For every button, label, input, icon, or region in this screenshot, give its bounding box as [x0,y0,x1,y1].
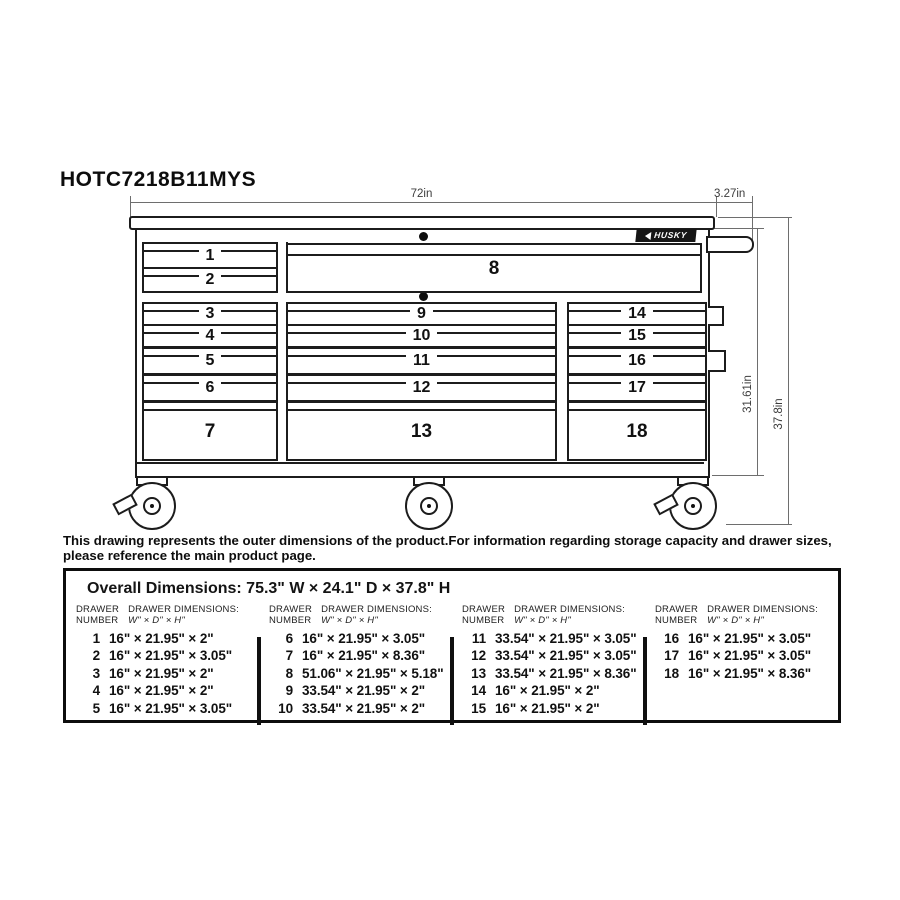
drawer-dim: 33.54" × 21.95" × 2" [302,700,426,716]
table-row [462,665,643,682]
drawer-number: 1 [199,248,222,264]
header-drawer: DRAWER [269,604,313,615]
drawer-13 [286,401,557,461]
table-columns [68,605,836,720]
drawer-no: 11 [471,631,486,646]
header-number: NUMBER [462,614,505,626]
side-bracket [708,306,724,326]
husky-logo [635,229,696,242]
drawer-15 [567,324,707,348]
drawer-rail [569,409,705,411]
drawer-rail [288,254,700,256]
header-drawer: DRAWER [655,604,699,615]
header-number: NUMBER [76,614,119,626]
keyhole-dot-middle [419,292,428,301]
drawer-number: 18 [626,420,648,442]
drawer-1 [142,242,278,269]
drawer-8 [286,243,702,293]
table-row [76,700,257,717]
overall-dimensions-title: Overall Dimensions: 75.3" W × 24.1" D × 37.8" H [87,580,451,597]
header-wdh: W" × D" × H" [321,614,378,626]
drawer-dims-group-4 [647,605,836,720]
dim-line-outer-height [788,217,789,524]
drawer-number: 4 [199,328,222,344]
group-header [76,605,257,626]
drawer-no: 4 [92,683,100,699]
header-number-col [655,605,698,626]
drawer-number: 2 [199,272,222,288]
table-row [462,647,643,664]
table-row [655,647,836,664]
table-row [655,665,836,682]
header-dims-col [321,605,432,626]
drawer-number: 11 [406,353,437,369]
table-row [269,700,450,717]
keyhole-dot-top [419,232,428,241]
caster-axle [691,504,695,508]
drawer-no: 9 [285,683,293,699]
drawer-dim: 16" × 21.95" × 2" [109,683,214,699]
dim-line-inner-height [757,228,758,475]
table-row [76,630,257,647]
drawer-dim: 16" × 21.95" × 2" [109,665,214,681]
drawer-no: 17 [664,648,679,664]
header-drawer: DRAWER [462,604,506,615]
model-number: HOTC7218B11MYS [60,168,257,191]
drawer-no: 12 [471,648,486,664]
dim-extension-line [718,217,792,218]
table-row [269,682,450,699]
drawer-dim: 16" × 21.95" × 3.05" [109,700,233,716]
header-number-col [462,605,505,626]
table-row [269,665,450,682]
drawer-6 [142,374,278,402]
brand-text: HUSKY [653,230,688,241]
drawer-number: 7 [204,420,216,442]
drawer-number: 6 [199,380,222,396]
drawer-no: 10 [278,700,293,716]
drawer-number: 3 [199,306,222,322]
drawer-dim: 33.54" × 21.95" × 2" [302,683,426,699]
table-row [462,630,643,647]
header-number: NUMBER [269,614,312,626]
drawer-12 [286,374,557,402]
drawer-no: 6 [285,631,293,646]
dim-label-top-width: 72in [410,188,433,200]
worktop [129,216,715,230]
drawer-14 [567,302,707,326]
caster-right [653,476,729,534]
drawer-17 [567,374,707,402]
drawer-16 [567,347,707,375]
drawer-rail [144,409,276,411]
drawer-no: 16 [664,631,679,646]
drawer-5 [142,347,278,375]
drawer-dim: 16" × 21.95" × 2" [109,631,214,646]
group-header [462,605,643,626]
drawer-2 [142,267,278,293]
drawer-number: 9 [410,306,433,322]
dim-line-handle [716,202,752,203]
note-line-1: This drawing represents the outer dimensions of the product.For information regarding storage capacity and drawer sizes, [63,533,832,548]
table-row [269,630,450,647]
disclaimer-note [63,534,873,564]
header-dims-col [514,605,625,626]
header-wdh: W" × D" × H" [514,614,571,626]
drawer-no: 14 [471,683,486,699]
dim-extension-line [752,196,753,242]
header-number-col [269,605,312,626]
drawer-dim: 51.06" × 21.95" × 5.18" [302,665,444,681]
table-row [76,665,257,682]
drawer-no: 5 [92,700,100,716]
drawer-dim: 16" × 21.95" × 3.05" [302,631,426,646]
drawer-dims-group-2 [261,605,450,720]
husky-arrow-icon [645,232,652,240]
table-row [655,630,836,647]
drawer-dims-group-1 [68,605,257,720]
caster-axle [427,504,431,508]
drawer-no: 18 [664,665,679,681]
group-header [269,605,450,626]
drawer-no: 1 [92,631,100,646]
table-row [462,682,643,699]
table-row [269,647,450,664]
drawer-18 [567,401,707,461]
drawer-dim: 33.54" × 21.95" × 3.05" [495,648,637,664]
drawer-dim: 33.54" × 21.95" × 8.36" [495,665,637,681]
header-dimensions: DRAWER DIMENSIONS: [514,604,625,615]
header-number: NUMBER [655,614,698,626]
drawer-no: 8 [285,665,293,681]
base-rail-line [137,462,704,464]
drawer-dim: 16" × 21.95" × 8.36" [302,648,426,664]
drawer-dim: 16" × 21.95" × 3.05" [688,648,812,664]
drawer-no: 13 [471,665,486,681]
header-dims-col [707,605,818,626]
drawer-dim: 33.54" × 21.95" × 3.05" [495,631,637,646]
header-number-col [76,605,119,626]
drawer-dim: 16" × 21.95" × 2" [495,683,600,699]
drawer-9 [286,302,557,326]
drawer-dim: 16" × 21.95" × 8.36" [688,665,812,681]
drawer-dim: 16" × 21.95" × 3.05" [109,648,233,664]
drawer-number: 8 [488,257,500,279]
drawer-no: 3 [92,665,100,681]
table-row [462,700,643,717]
drawer-10 [286,324,557,348]
header-wdh: W" × D" × H" [128,614,185,626]
drawer-number: 15 [621,328,653,344]
dim-label-inner-height: 31.61in [742,375,754,413]
table-row [76,682,257,699]
header-dims-col [128,605,239,626]
drawer-dimensions-table [63,568,841,723]
drawer-7 [142,401,278,461]
caster-left [112,476,188,534]
drawer-number: 10 [406,328,438,344]
drawer-rail [288,409,555,411]
dim-line-top-width [130,202,716,203]
table-row [76,647,257,664]
header-drawer: DRAWER [76,604,120,615]
drawer-3 [142,302,278,326]
header-dimensions: DRAWER DIMENSIONS: [321,604,432,615]
side-handle [706,236,754,253]
drawer-no: 7 [285,648,293,664]
drawer-dim: 16" × 21.95" × 3.05" [688,631,812,646]
caster-axle [150,504,154,508]
drawer-number: 13 [410,420,433,442]
drawer-dims-group-3 [454,605,643,720]
drawer-number: 12 [406,380,438,396]
dim-label-handle: 3.27in [714,188,746,200]
dim-extension-line [726,524,792,525]
header-dimensions: DRAWER DIMENSIONS: [128,604,239,615]
header-wdh: W" × D" × H" [707,614,764,626]
drawer-4 [142,324,278,348]
drawer-number: 17 [621,380,653,396]
drawer-number: 14 [621,306,653,322]
header-dimensions: DRAWER DIMENSIONS: [707,604,818,615]
drawer-number: 16 [621,353,653,369]
drawer-no: 15 [471,700,486,716]
drawer-number: 5 [199,353,222,369]
drawer-dim: 16" × 21.95" × 2" [495,700,600,716]
note-line-2: please reference the main product page. [63,547,316,563]
caster-middle [389,476,465,534]
drawer-no: 2 [92,648,100,664]
group-header [655,605,836,626]
side-bracket [708,350,726,372]
dim-label-outer-height: 37.8in [773,398,785,430]
drawer-11 [286,347,557,375]
caster-wheel [405,482,453,530]
